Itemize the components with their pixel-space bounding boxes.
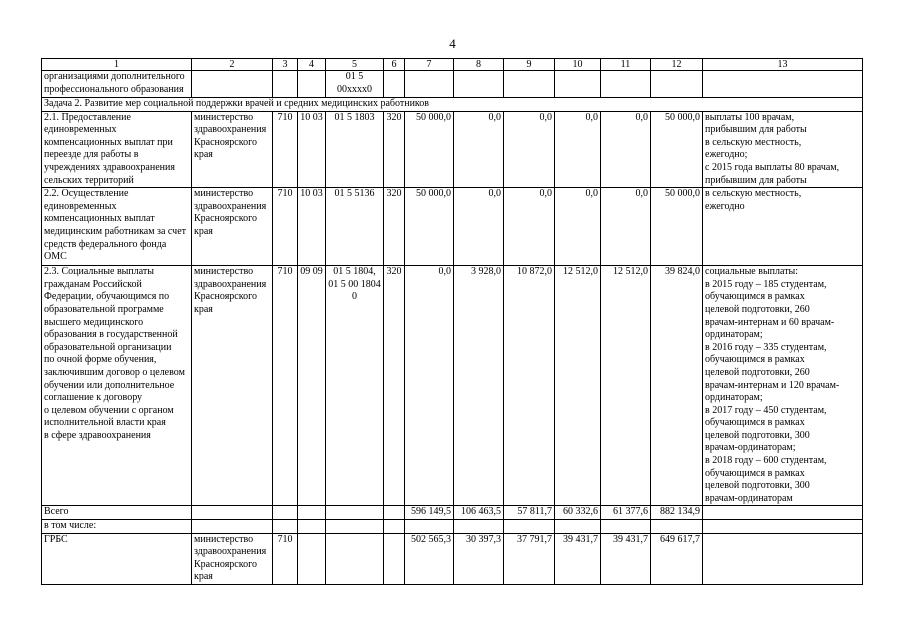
value-cell: 50 000,0 [405,188,454,266]
header-cell: 12 [651,59,703,71]
header-cell: 7 [405,59,454,71]
header-cell: 13 [703,59,863,71]
kbk-code: 01 5 1803 [326,111,384,188]
value-cell: 39 431,7 [601,533,651,584]
header-row [42,59,863,71]
header-cell: 3 [273,59,298,71]
value-cell: 0,0 [555,188,601,266]
value-cell: 61 377,6 [601,506,651,520]
table-row [42,111,863,188]
value-cell: 60 332,6 [555,506,601,520]
header-cell: 11 [601,59,651,71]
value-cell: 0,0 [405,266,454,506]
value-cell: 30 397,3 [454,533,504,584]
task-title: Задача 2. Развитие мер социальной поддержки врачей и средних медицинских работников [42,98,863,112]
value-cell: 12 512,0 [555,266,601,506]
executor: министерство здравоохранения Красноярского края [192,188,273,266]
value-cell: 0,0 [504,111,555,188]
table-row [42,71,863,98]
header-cell: 6 [384,59,405,71]
header-cell: 9 [504,59,555,71]
section-code: 09 09 [298,266,326,506]
table-row [42,188,863,266]
value-cell: 882 134,9 [651,506,703,520]
result-text: в сельскую местность, ежегодно [703,188,863,266]
task-row [42,98,863,112]
row-title: Всего [42,506,192,520]
vr-code: 320 [384,111,405,188]
value-cell: 50 000,0 [405,111,454,188]
header-cell: 4 [298,59,326,71]
row-title: ГРБС [42,533,192,584]
grbs-code: 710 [273,188,298,266]
value-cell: 50 000,0 [651,111,703,188]
row-title: 2.2. Осуществление единовременных компенсационных выплат медицинским работникам за счет средств федерального фонда ОМС [42,188,192,266]
table-row [42,266,863,506]
value-cell: 0,0 [555,111,601,188]
value-cell: 0,0 [601,188,651,266]
grbs-code: 710 [273,533,298,584]
row-title: организациями дополнительного профессионального образования [42,71,192,98]
total-row [42,506,863,520]
row-title: 2.3. Социальные выплаты гражданам Российской Федерации, обучающимся по образовательной программе высшего медицинского образования в государственной образовательной организации по очной форме обучения, заключившим договор о целевом обучении или дополнительное соглашение к договору о целевом обучении с органом исполнительной власти края в сфере здравоохранения [42,266,192,506]
result-text: социальные выплаты: в 2015 году – 185 студентам, обучающимся в рамках целевой подготовки, 260 врачам-интернам и 60 врачам- ординаторам; в 2016 году – 335 студентам, обучающимся в рамках целевой подготовки, 260 врачам-интернам и 120 врачам- ординаторам; в 2017 году – 450 студентам, обучающимся в рамках целевой подготовки, 300 врачам-ординаторам; в 2018 году – 600 студентам, обучающимся в рамках целевой подготовки, 300 врачам-ординаторам [703,266,863,506]
row-title: в том числе: [42,520,192,534]
value-cell: 649 617,7 [651,533,703,584]
header-cell: 2 [192,59,273,71]
executor: министерство здравоохранения Красноярского края [192,111,273,188]
value-cell: 0,0 [601,111,651,188]
executor: министерство здравоохранения Красноярского края [192,533,273,584]
row-title: 2.1. Предоставление единовременных компенсационных выплат при переезде для работы в учреждениях здравоохранения сельских территорий [42,111,192,188]
value-cell: 0,0 [504,188,555,266]
value-cell: 106 463,5 [454,506,504,520]
grbs-code: 710 [273,111,298,188]
value-cell: 37 791,7 [504,533,555,584]
budget-table [41,58,863,585]
header-cell: 5 [326,59,384,71]
section-code: 10 03 [298,111,326,188]
value-cell: 0,0 [454,188,504,266]
page-number: 4 [449,36,456,51]
value-cell: 39 431,7 [555,533,601,584]
executor: министерство здравоохранения Красноярского края [192,266,273,506]
section-code: 10 03 [298,188,326,266]
value-cell: 12 512,0 [601,266,651,506]
value-cell: 3 928,0 [454,266,504,506]
grbs-code: 710 [273,266,298,506]
kbk-code: 01 5 5136 [326,188,384,266]
value-cell: 596 149,5 [405,506,454,520]
kbk-code: 01 5 00xxxx0 [326,71,384,98]
header-cell: 1 [42,59,192,71]
header-cell: 8 [454,59,504,71]
vr-code: 320 [384,188,405,266]
vr-code: 320 [384,266,405,506]
value-cell: 0,0 [454,111,504,188]
value-cell: 50 000,0 [651,188,703,266]
header-cell: 10 [555,59,601,71]
value-cell: 39 824,0 [651,266,703,506]
table-row [42,520,863,534]
value-cell: 10 872,0 [504,266,555,506]
value-cell: 502 565,3 [405,533,454,584]
table-row [42,533,863,584]
kbk-code: 01 5 1804, 01 5 00 1804 0 [326,266,384,506]
result-text: выплаты 100 врачам, прибывшим для работы в сельскую местность, ежегодно; с 2015 года выплаты 80 врачам, прибывшим для работы [703,111,863,188]
value-cell: 57 811,7 [504,506,555,520]
